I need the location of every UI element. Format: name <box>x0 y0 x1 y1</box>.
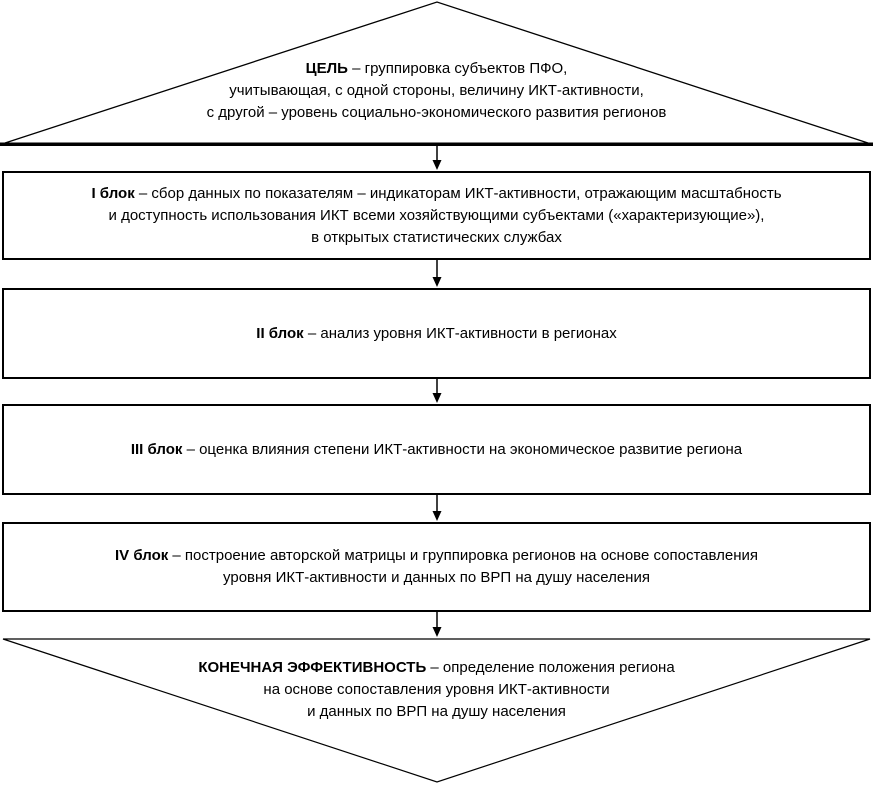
block-1-line-2: и доступность использования ИКТ всеми хозяйствующими субъектами («характеризующие»), <box>108 206 765 224</box>
arrow-down-4 <box>433 495 442 521</box>
arrow-down-2 <box>433 260 442 287</box>
block-1-title: I блок <box>91 184 135 202</box>
arrow-down-3 <box>433 379 442 403</box>
block-3-title: III блок <box>130 440 183 458</box>
result-title: КОНЕЧНАЯ ЭФФЕКТИВНОСТЬ <box>198 659 427 676</box>
block-3-text <box>131 439 742 461</box>
block-4-line-1: IV блок – построение авторской матрицы и группировка регионов на основе сопоставления <box>115 547 758 564</box>
arrow-down-1 <box>433 146 442 170</box>
arrow-down-5 <box>433 612 442 637</box>
goal-title: ЦЕЛЬ <box>305 60 348 77</box>
block-1-text <box>91 183 781 249</box>
result-text <box>0 657 873 723</box>
block-2 <box>2 288 871 379</box>
block-4-line-2: уровня ИКТ-активности и данных по ВРП на душу населения <box>223 569 650 586</box>
block-2-text <box>256 323 616 345</box>
result-line-1: КОНЕЧНАЯ ЭФФЕКТИВНОСТЬ – определение положения региона <box>198 659 675 676</box>
block-1-line-3: в открытых статистических службах <box>311 228 562 246</box>
block-2-line-1: II блок – анализ уровня ИКТ-активности в регионах <box>256 324 617 342</box>
block-3 <box>2 404 871 495</box>
block-1 <box>2 171 871 260</box>
block-3-line-1: III блок – оценка влияния степени ИКТ-активности на экономическое развитие региона <box>130 440 743 458</box>
block-4-text <box>115 545 758 589</box>
goal-line-1: ЦЕЛЬ – группировка субъектов ПФО, <box>305 60 568 77</box>
block-4 <box>2 522 871 612</box>
block-2-title: II блок <box>256 324 304 342</box>
goal-line-3: с другой – уровень социально-экономического развития регионов <box>206 104 667 121</box>
result-line-3: и данных по ВРП на душу населения <box>307 703 566 720</box>
goal-text <box>0 58 873 124</box>
goal-line-2: учитывающая, с одной стороны, величину ИКТ-активности, <box>229 82 644 99</box>
block-4-title: IV блок <box>115 547 169 564</box>
result-line-2: на основе сопоставления уровня ИКТ-активности <box>263 681 610 698</box>
block-1-line-1: I блок – сбор данных по показателям – индикаторам ИКТ-активности, отражающим масштабность <box>91 184 782 202</box>
